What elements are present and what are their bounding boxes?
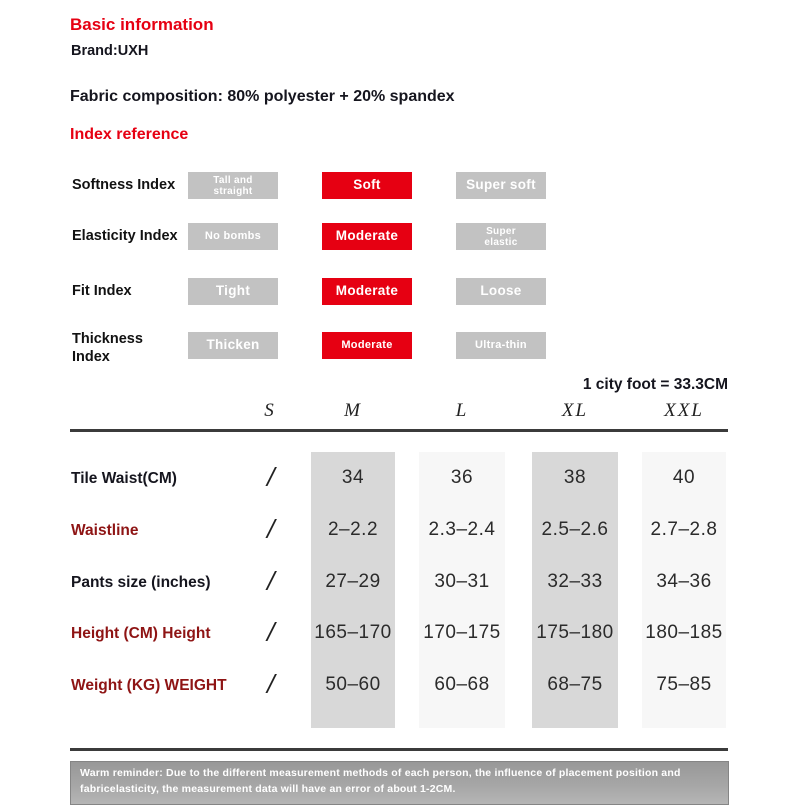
index-option-label: Moderate	[335, 283, 399, 299]
size-cell-xxl: 40	[672, 467, 696, 488]
index-row-fit	[0, 278, 800, 305]
table-bottom-rule	[70, 748, 728, 751]
size-column-header-xl: XL	[561, 400, 589, 421]
size-cell-xxl: 75–85	[656, 674, 712, 695]
size-cell-l: 36	[450, 467, 474, 488]
table-top-rule	[70, 429, 728, 432]
index-option-selected	[322, 223, 412, 250]
index-row-label: Softness Index	[72, 177, 176, 193]
size-cell-xl: 32–33	[547, 571, 603, 592]
size-row-label: Waistline	[71, 522, 139, 539]
index-reference-title: Index reference	[70, 126, 189, 143]
size-cell-l: 60–68	[434, 674, 490, 695]
size-cell-xxl: 34–36	[656, 571, 712, 592]
index-row-thickness	[0, 331, 800, 366]
fabric-composition-text: Fabric composition: 80% polyester + 20% spandex	[70, 88, 455, 105]
size-cell-xl: 2.5–2.6	[541, 519, 609, 540]
index-option-selected	[322, 278, 412, 305]
index-row-label: Elasticity Index	[72, 228, 178, 244]
index-option-selected	[322, 172, 412, 199]
index-option-label: Moderate	[335, 228, 399, 244]
basic-information-title: Basic information	[70, 15, 214, 34]
size-cell-l: 30–31	[434, 571, 490, 592]
size-cell-s: /	[267, 671, 275, 697]
index-row-elasticity	[0, 223, 800, 250]
size-cell-m: 50–60	[325, 674, 381, 695]
size-row-label: Tile Waist(CM)	[71, 470, 177, 487]
index-option	[188, 332, 278, 359]
size-column-header-xxl: XXL	[664, 400, 704, 421]
index-row-softness	[0, 172, 800, 199]
size-cell-s: /	[267, 568, 275, 594]
index-option-label: Loose	[480, 283, 522, 299]
size-row-label: Weight (KG) WEIGHT	[71, 677, 227, 694]
size-row-label: Pants size (inches)	[71, 574, 211, 591]
index-option	[456, 223, 546, 250]
size-column-header-m: M	[344, 400, 362, 421]
index-row-label: Thickness Index	[72, 331, 143, 366]
index-option-label: Super elastic	[484, 225, 518, 248]
size-cell-m: 165–170	[314, 622, 392, 643]
size-cell-xl: 175–180	[536, 622, 614, 643]
size-cell-m: 2–2.2	[327, 519, 379, 540]
index-option-label: No bombs	[204, 230, 262, 243]
size-cell-xxl: 2.7–2.8	[650, 519, 718, 540]
index-option-label: Tall and straight	[213, 174, 253, 197]
size-cell-s: /	[267, 464, 275, 490]
index-option	[456, 278, 546, 305]
size-cell-s: /	[267, 619, 275, 645]
index-option-label: Ultra-thin	[475, 339, 527, 352]
size-cell-l: 170–175	[423, 622, 501, 643]
index-row-label: Fit Index	[72, 283, 132, 299]
index-option	[456, 172, 546, 199]
size-row-label: Height (CM) Height	[71, 625, 211, 642]
size-column-header-l: L	[455, 400, 469, 421]
size-cell-l: 2.3–2.4	[428, 519, 496, 540]
warm-reminder-banner: Warm reminder: Due to the different measurement methods of each person, the influence of placement position and fabricelasticity, the measurement data will have an error of about 1-2CM.	[70, 761, 729, 805]
index-option-label: Super soft	[466, 177, 536, 193]
index-option	[188, 172, 278, 199]
size-cell-xxl: 180–185	[645, 622, 723, 643]
index-option-label: Soft	[353, 177, 381, 193]
size-cell-s: /	[267, 516, 275, 542]
index-option-label: Thicken	[206, 337, 260, 353]
brand-text: Brand:UXH	[71, 43, 149, 59]
index-option-label: Moderate	[341, 339, 393, 352]
size-cell-m: 34	[341, 467, 365, 488]
unit-conversion-note: 1 city foot = 33.3CM	[582, 376, 728, 393]
index-option	[188, 278, 278, 305]
index-option	[456, 332, 546, 359]
index-option-selected	[322, 332, 412, 359]
size-cell-m: 27–29	[325, 571, 381, 592]
size-cell-xl: 68–75	[547, 674, 603, 695]
index-option	[188, 223, 278, 250]
index-option-label: Tight	[215, 283, 251, 299]
size-cell-xl: 38	[563, 467, 587, 488]
size-column-header-s: S	[264, 400, 276, 421]
